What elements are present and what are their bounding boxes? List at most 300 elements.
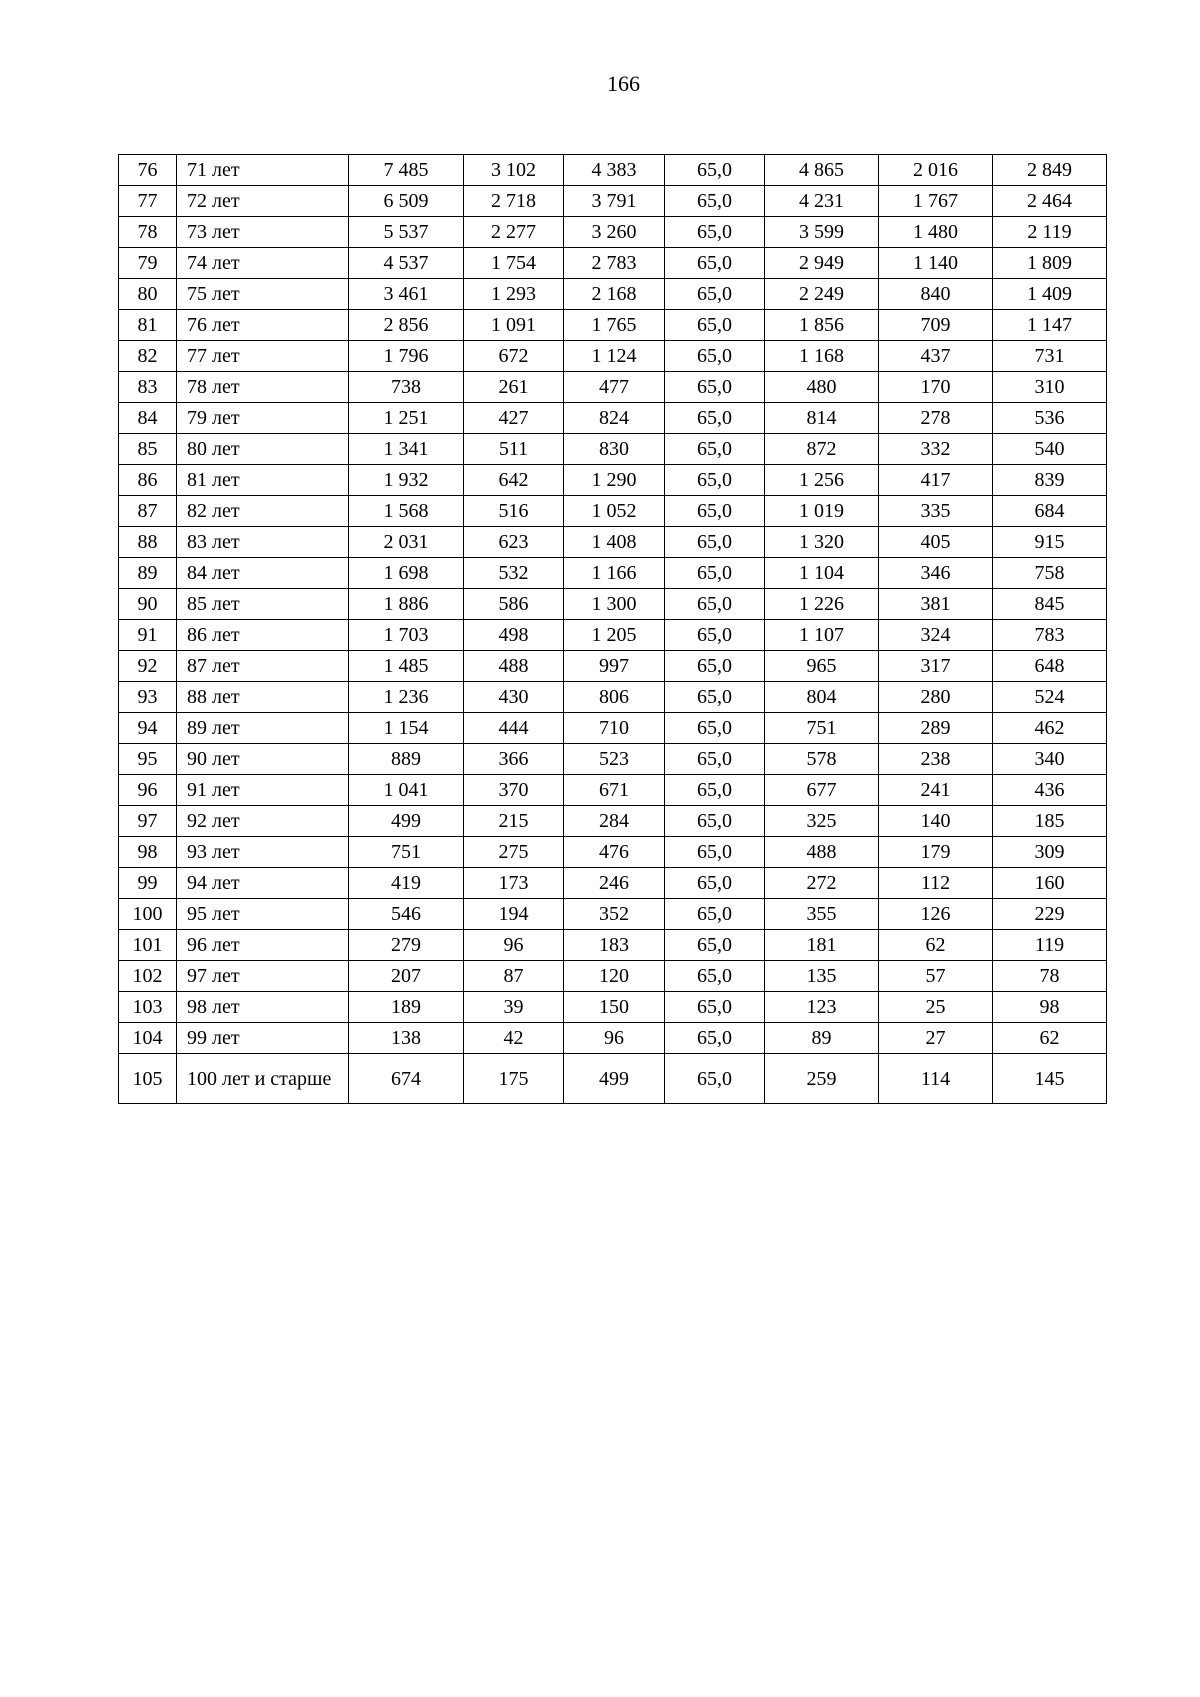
value-cell-1: 1 796 (349, 341, 464, 372)
value-cell-5: 238 (879, 744, 993, 775)
value-cell-1: 4 537 (349, 248, 464, 279)
percent-cell: 65,0 (665, 310, 765, 341)
row-number-cell: 79 (119, 248, 177, 279)
value-cell-1: 1 485 (349, 651, 464, 682)
row-number-cell: 80 (119, 279, 177, 310)
value-cell-4: 751 (765, 713, 879, 744)
value-cell-6: 758 (993, 558, 1107, 589)
age-cell: 82 лет (177, 496, 349, 527)
value-cell-5: 381 (879, 589, 993, 620)
table-row (119, 589, 1107, 620)
value-cell-1: 546 (349, 899, 464, 930)
value-cell-1: 7 485 (349, 155, 464, 186)
value-cell-3: 120 (564, 961, 665, 992)
row-number-cell: 88 (119, 527, 177, 558)
row-number-cell: 91 (119, 620, 177, 651)
table-row (119, 744, 1107, 775)
age-cell: 73 лет (177, 217, 349, 248)
value-cell-4: 2 949 (765, 248, 879, 279)
value-cell-5: 25 (879, 992, 993, 1023)
age-cell: 78 лет (177, 372, 349, 403)
value-cell-4: 1 019 (765, 496, 879, 527)
table-row (119, 992, 1107, 1023)
value-cell-4: 89 (765, 1023, 879, 1054)
percent-cell: 65,0 (665, 589, 765, 620)
value-cell-1: 1 886 (349, 589, 464, 620)
row-number-cell: 92 (119, 651, 177, 682)
age-cell: 74 лет (177, 248, 349, 279)
value-cell-2: 444 (464, 713, 564, 744)
value-cell-1: 751 (349, 837, 464, 868)
value-cell-6: 783 (993, 620, 1107, 651)
value-cell-5: 346 (879, 558, 993, 589)
row-number-cell: 105 (119, 1054, 177, 1104)
age-cell: 80 лет (177, 434, 349, 465)
value-cell-5: 57 (879, 961, 993, 992)
row-number-cell: 90 (119, 589, 177, 620)
value-cell-2: 642 (464, 465, 564, 496)
value-cell-1: 2 031 (349, 527, 464, 558)
value-cell-2: 2 277 (464, 217, 564, 248)
table-row (119, 1054, 1107, 1104)
value-cell-4: 123 (765, 992, 879, 1023)
value-cell-5: 114 (879, 1054, 993, 1104)
percent-cell: 65,0 (665, 713, 765, 744)
table-row (119, 403, 1107, 434)
value-cell-6: 78 (993, 961, 1107, 992)
value-cell-3: 352 (564, 899, 665, 930)
percent-cell: 65,0 (665, 744, 765, 775)
value-cell-6: 119 (993, 930, 1107, 961)
age-cell: 90 лет (177, 744, 349, 775)
value-cell-3: 3 260 (564, 217, 665, 248)
value-cell-4: 4 865 (765, 155, 879, 186)
value-cell-1: 279 (349, 930, 464, 961)
value-cell-3: 183 (564, 930, 665, 961)
value-cell-5: 709 (879, 310, 993, 341)
value-cell-1: 3 461 (349, 279, 464, 310)
row-number-cell: 99 (119, 868, 177, 899)
value-cell-6: 2 849 (993, 155, 1107, 186)
table-row (119, 651, 1107, 682)
row-number-cell: 77 (119, 186, 177, 217)
row-number-cell: 78 (119, 217, 177, 248)
value-cell-6: 462 (993, 713, 1107, 744)
row-number-cell: 98 (119, 837, 177, 868)
age-cell: 91 лет (177, 775, 349, 806)
table-row (119, 372, 1107, 403)
value-cell-1: 1 341 (349, 434, 464, 465)
value-cell-4: 1 256 (765, 465, 879, 496)
population-table (118, 154, 1107, 1104)
value-cell-2: 532 (464, 558, 564, 589)
value-cell-4: 325 (765, 806, 879, 837)
value-cell-3: 997 (564, 651, 665, 682)
value-cell-6: 145 (993, 1054, 1107, 1104)
value-cell-3: 4 383 (564, 155, 665, 186)
page-number: 166 (607, 71, 640, 96)
value-cell-5: 1 767 (879, 186, 993, 217)
value-cell-1: 189 (349, 992, 464, 1023)
value-cell-4: 1 856 (765, 310, 879, 341)
age-cell: 97 лет (177, 961, 349, 992)
value-cell-3: 284 (564, 806, 665, 837)
percent-cell: 65,0 (665, 775, 765, 806)
age-cell: 79 лет (177, 403, 349, 434)
value-cell-5: 840 (879, 279, 993, 310)
percent-cell: 65,0 (665, 341, 765, 372)
value-cell-1: 1 698 (349, 558, 464, 589)
value-cell-5: 405 (879, 527, 993, 558)
value-cell-5: 324 (879, 620, 993, 651)
percent-cell: 65,0 (665, 465, 765, 496)
value-cell-5: 112 (879, 868, 993, 899)
percent-cell: 65,0 (665, 434, 765, 465)
percent-cell: 65,0 (665, 837, 765, 868)
row-number-cell: 97 (119, 806, 177, 837)
value-cell-3: 1 300 (564, 589, 665, 620)
value-cell-6: 540 (993, 434, 1107, 465)
value-cell-4: 488 (765, 837, 879, 868)
table-row (119, 465, 1107, 496)
age-cell: 86 лет (177, 620, 349, 651)
value-cell-4: 677 (765, 775, 879, 806)
value-cell-6: 1 147 (993, 310, 1107, 341)
value-cell-3: 2 783 (564, 248, 665, 279)
value-cell-3: 246 (564, 868, 665, 899)
value-cell-4: 1 168 (765, 341, 879, 372)
percent-cell: 65,0 (665, 868, 765, 899)
value-cell-5: 278 (879, 403, 993, 434)
percent-cell: 65,0 (665, 186, 765, 217)
value-cell-6: 648 (993, 651, 1107, 682)
value-cell-2: 623 (464, 527, 564, 558)
value-cell-6: 536 (993, 403, 1107, 434)
value-cell-2: 39 (464, 992, 564, 1023)
table-row (119, 186, 1107, 217)
value-cell-2: 370 (464, 775, 564, 806)
value-cell-5: 280 (879, 682, 993, 713)
value-cell-3: 523 (564, 744, 665, 775)
age-cell: 84 лет (177, 558, 349, 589)
age-cell: 75 лет (177, 279, 349, 310)
percent-cell: 65,0 (665, 279, 765, 310)
value-cell-3: 1 408 (564, 527, 665, 558)
value-cell-3: 1 765 (564, 310, 665, 341)
row-number-cell: 96 (119, 775, 177, 806)
percent-cell: 65,0 (665, 1054, 765, 1104)
value-cell-2: 488 (464, 651, 564, 682)
value-cell-4: 965 (765, 651, 879, 682)
value-cell-2: 194 (464, 899, 564, 930)
value-cell-2: 1 754 (464, 248, 564, 279)
row-number-cell: 82 (119, 341, 177, 372)
age-cell: 76 лет (177, 310, 349, 341)
percent-cell: 65,0 (665, 248, 765, 279)
row-number-cell: 89 (119, 558, 177, 589)
age-cell: 83 лет (177, 527, 349, 558)
table-row (119, 775, 1107, 806)
value-cell-6: 915 (993, 527, 1107, 558)
value-cell-3: 671 (564, 775, 665, 806)
value-cell-3: 806 (564, 682, 665, 713)
row-number-cell: 83 (119, 372, 177, 403)
value-cell-2: 672 (464, 341, 564, 372)
value-cell-5: 27 (879, 1023, 993, 1054)
value-cell-1: 207 (349, 961, 464, 992)
table-row (119, 434, 1107, 465)
table-row (119, 527, 1107, 558)
age-cell: 98 лет (177, 992, 349, 1023)
value-cell-2: 96 (464, 930, 564, 961)
age-cell: 71 лет (177, 155, 349, 186)
row-number-cell: 84 (119, 403, 177, 434)
percent-cell: 65,0 (665, 899, 765, 930)
value-cell-1: 1 251 (349, 403, 464, 434)
age-cell: 72 лет (177, 186, 349, 217)
value-cell-6: 1 809 (993, 248, 1107, 279)
value-cell-1: 5 537 (349, 217, 464, 248)
value-cell-6: 310 (993, 372, 1107, 403)
table-row (119, 837, 1107, 868)
table-body (119, 155, 1107, 1104)
value-cell-2: 215 (464, 806, 564, 837)
value-cell-5: 417 (879, 465, 993, 496)
table-row (119, 155, 1107, 186)
value-cell-2: 3 102 (464, 155, 564, 186)
value-cell-3: 476 (564, 837, 665, 868)
age-cell: 92 лет (177, 806, 349, 837)
age-cell: 89 лет (177, 713, 349, 744)
value-cell-5: 241 (879, 775, 993, 806)
age-cell: 94 лет (177, 868, 349, 899)
value-cell-6: 684 (993, 496, 1107, 527)
age-cell: 93 лет (177, 837, 349, 868)
value-cell-1: 1 154 (349, 713, 464, 744)
value-cell-5: 289 (879, 713, 993, 744)
value-cell-6: 229 (993, 899, 1107, 930)
value-cell-5: 437 (879, 341, 993, 372)
table-row (119, 496, 1107, 527)
value-cell-1: 1 041 (349, 775, 464, 806)
value-cell-6: 839 (993, 465, 1107, 496)
value-cell-6: 185 (993, 806, 1107, 837)
value-cell-2: 261 (464, 372, 564, 403)
value-cell-6: 524 (993, 682, 1107, 713)
value-cell-6: 2 119 (993, 217, 1107, 248)
age-cell: 100 лет и старше (177, 1054, 349, 1104)
value-cell-2: 366 (464, 744, 564, 775)
value-cell-5: 332 (879, 434, 993, 465)
value-cell-4: 181 (765, 930, 879, 961)
value-cell-1: 1 703 (349, 620, 464, 651)
table-row (119, 682, 1107, 713)
value-cell-1: 738 (349, 372, 464, 403)
row-number-cell: 102 (119, 961, 177, 992)
value-cell-2: 87 (464, 961, 564, 992)
value-cell-1: 1 568 (349, 496, 464, 527)
value-cell-6: 160 (993, 868, 1107, 899)
value-cell-4: 1 104 (765, 558, 879, 589)
value-cell-3: 1 166 (564, 558, 665, 589)
value-cell-3: 499 (564, 1054, 665, 1104)
table-row (119, 806, 1107, 837)
value-cell-1: 1 236 (349, 682, 464, 713)
value-cell-2: 498 (464, 620, 564, 651)
table-row (119, 899, 1107, 930)
value-cell-4: 272 (765, 868, 879, 899)
value-cell-4: 1 320 (765, 527, 879, 558)
value-cell-3: 1 290 (564, 465, 665, 496)
percent-cell: 65,0 (665, 558, 765, 589)
percent-cell: 65,0 (665, 1023, 765, 1054)
value-cell-5: 1 480 (879, 217, 993, 248)
value-cell-3: 710 (564, 713, 665, 744)
value-cell-5: 317 (879, 651, 993, 682)
value-cell-6: 731 (993, 341, 1107, 372)
table-row (119, 341, 1107, 372)
value-cell-3: 1 205 (564, 620, 665, 651)
value-cell-4: 1 226 (765, 589, 879, 620)
percent-cell: 65,0 (665, 651, 765, 682)
row-number-cell: 95 (119, 744, 177, 775)
table-row (119, 620, 1107, 651)
value-cell-5: 2 016 (879, 155, 993, 186)
percent-cell: 65,0 (665, 155, 765, 186)
value-cell-1: 6 509 (349, 186, 464, 217)
value-cell-2: 1 293 (464, 279, 564, 310)
percent-cell: 65,0 (665, 992, 765, 1023)
value-cell-2: 516 (464, 496, 564, 527)
percent-cell: 65,0 (665, 527, 765, 558)
value-cell-2: 275 (464, 837, 564, 868)
value-cell-6: 2 464 (993, 186, 1107, 217)
value-cell-1: 674 (349, 1054, 464, 1104)
value-cell-6: 98 (993, 992, 1107, 1023)
row-number-cell: 81 (119, 310, 177, 341)
value-cell-3: 2 168 (564, 279, 665, 310)
table-row (119, 558, 1107, 589)
row-number-cell: 101 (119, 930, 177, 961)
value-cell-2: 175 (464, 1054, 564, 1104)
value-cell-2: 2 718 (464, 186, 564, 217)
value-cell-1: 499 (349, 806, 464, 837)
value-cell-4: 3 599 (765, 217, 879, 248)
value-cell-3: 477 (564, 372, 665, 403)
age-cell: 87 лет (177, 651, 349, 682)
value-cell-4: 2 249 (765, 279, 879, 310)
value-cell-6: 845 (993, 589, 1107, 620)
value-cell-5: 126 (879, 899, 993, 930)
value-cell-6: 1 409 (993, 279, 1107, 310)
age-cell: 99 лет (177, 1023, 349, 1054)
percent-cell: 65,0 (665, 403, 765, 434)
percent-cell: 65,0 (665, 682, 765, 713)
value-cell-2: 1 091 (464, 310, 564, 341)
value-cell-4: 355 (765, 899, 879, 930)
value-cell-3: 3 791 (564, 186, 665, 217)
table-row (119, 248, 1107, 279)
row-number-cell: 94 (119, 713, 177, 744)
value-cell-2: 42 (464, 1023, 564, 1054)
value-cell-1: 419 (349, 868, 464, 899)
value-cell-6: 309 (993, 837, 1107, 868)
value-cell-2: 511 (464, 434, 564, 465)
value-cell-3: 1 052 (564, 496, 665, 527)
value-cell-4: 578 (765, 744, 879, 775)
row-number-cell: 85 (119, 434, 177, 465)
value-cell-2: 173 (464, 868, 564, 899)
percent-cell: 65,0 (665, 496, 765, 527)
value-cell-4: 4 231 (765, 186, 879, 217)
value-cell-1: 138 (349, 1023, 464, 1054)
value-cell-5: 179 (879, 837, 993, 868)
age-cell: 85 лет (177, 589, 349, 620)
value-cell-3: 150 (564, 992, 665, 1023)
table-row (119, 961, 1107, 992)
age-cell: 95 лет (177, 899, 349, 930)
value-cell-5: 62 (879, 930, 993, 961)
value-cell-5: 140 (879, 806, 993, 837)
value-cell-3: 96 (564, 1023, 665, 1054)
row-number-cell: 93 (119, 682, 177, 713)
table-row (119, 868, 1107, 899)
value-cell-1: 889 (349, 744, 464, 775)
table-row (119, 713, 1107, 744)
percent-cell: 65,0 (665, 620, 765, 651)
value-cell-4: 872 (765, 434, 879, 465)
value-cell-4: 259 (765, 1054, 879, 1104)
value-cell-4: 814 (765, 403, 879, 434)
value-cell-3: 1 124 (564, 341, 665, 372)
value-cell-2: 586 (464, 589, 564, 620)
percent-cell: 65,0 (665, 930, 765, 961)
row-number-cell: 76 (119, 155, 177, 186)
percent-cell: 65,0 (665, 961, 765, 992)
table-row (119, 217, 1107, 248)
value-cell-6: 62 (993, 1023, 1107, 1054)
percent-cell: 65,0 (665, 806, 765, 837)
value-cell-5: 335 (879, 496, 993, 527)
value-cell-3: 830 (564, 434, 665, 465)
age-cell: 88 лет (177, 682, 349, 713)
age-cell: 77 лет (177, 341, 349, 372)
value-cell-6: 340 (993, 744, 1107, 775)
value-cell-2: 427 (464, 403, 564, 434)
value-cell-4: 480 (765, 372, 879, 403)
table-row (119, 310, 1107, 341)
value-cell-1: 1 932 (349, 465, 464, 496)
table-row (119, 279, 1107, 310)
value-cell-1: 2 856 (349, 310, 464, 341)
value-cell-5: 1 140 (879, 248, 993, 279)
value-cell-4: 135 (765, 961, 879, 992)
age-cell: 81 лет (177, 465, 349, 496)
percent-cell: 65,0 (665, 217, 765, 248)
table-row (119, 1023, 1107, 1054)
row-number-cell: 103 (119, 992, 177, 1023)
row-number-cell: 104 (119, 1023, 177, 1054)
row-number-cell: 87 (119, 496, 177, 527)
value-cell-5: 170 (879, 372, 993, 403)
percent-cell: 65,0 (665, 372, 765, 403)
value-cell-4: 804 (765, 682, 879, 713)
age-cell: 96 лет (177, 930, 349, 961)
row-number-cell: 100 (119, 899, 177, 930)
value-cell-3: 824 (564, 403, 665, 434)
value-cell-4: 1 107 (765, 620, 879, 651)
value-cell-2: 430 (464, 682, 564, 713)
